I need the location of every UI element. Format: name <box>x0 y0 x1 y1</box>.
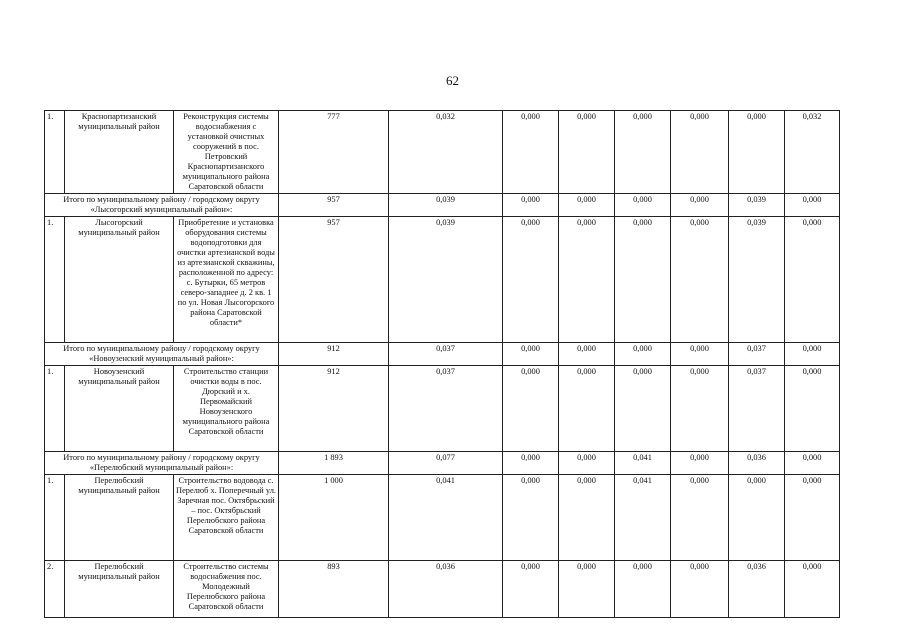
value-cell: 0,036 <box>729 561 785 618</box>
page-number: 62 <box>446 73 459 88</box>
value-cell: 0,000 <box>559 111 615 194</box>
value-cell: 0,041 <box>389 475 503 561</box>
value-cell: 0,000 <box>503 194 559 217</box>
value-cell: 0,000 <box>615 366 671 452</box>
value-cell: 0,000 <box>785 343 840 366</box>
value-cell: 0,000 <box>671 475 729 561</box>
table-row <box>45 561 840 618</box>
value-cell: 0,032 <box>785 111 840 194</box>
funding-table <box>44 110 840 618</box>
value-cell: 0,000 <box>671 452 729 475</box>
value-cell: 0,041 <box>615 452 671 475</box>
total-row <box>45 194 840 217</box>
value-cell: 0,041 <box>615 475 671 561</box>
value-cell: 0,000 <box>615 194 671 217</box>
row-number: 1. <box>45 366 65 452</box>
value-cell: 0,039 <box>729 194 785 217</box>
district-name: Перелюбский муниципальный район <box>65 561 174 618</box>
value-cell: 0,000 <box>503 475 559 561</box>
value-cell: 0,000 <box>785 475 840 561</box>
total-label: Итого по муниципальному району / городскому округу «Новоузенский муниципальный район»: <box>45 343 279 366</box>
value-cell: 0,032 <box>389 111 503 194</box>
value-cell: 0,039 <box>389 194 503 217</box>
value-cell: 957 <box>279 194 389 217</box>
value-cell: 0,000 <box>785 217 840 343</box>
value-cell: 0,000 <box>729 475 785 561</box>
value-cell: 912 <box>279 366 389 452</box>
value-cell: 0,000 <box>615 111 671 194</box>
value-cell: 0,000 <box>559 475 615 561</box>
value-cell: 0,000 <box>671 217 729 343</box>
value-cell: 0,000 <box>559 561 615 618</box>
total-label: Итого по муниципальному району / городскому округу «Лысогорский муниципальный район»: <box>45 194 279 217</box>
value-cell: 0,000 <box>671 561 729 618</box>
value-cell: 0,000 <box>559 452 615 475</box>
table-row <box>45 366 840 452</box>
value-cell: 0,000 <box>615 217 671 343</box>
value-cell: 0,000 <box>503 452 559 475</box>
value-cell: 893 <box>279 561 389 618</box>
value-cell: 0,000 <box>503 343 559 366</box>
table-row <box>45 217 840 343</box>
value-cell: 0,039 <box>389 217 503 343</box>
value-cell: 0,037 <box>729 366 785 452</box>
table-row <box>45 111 840 194</box>
district-name: Новоузенский муниципальный район <box>65 366 174 452</box>
value-cell: 912 <box>279 343 389 366</box>
total-row <box>45 452 840 475</box>
value-cell: 0,000 <box>615 561 671 618</box>
value-cell: 777 <box>279 111 389 194</box>
district-name: Лысогорский муниципальный район <box>65 217 174 343</box>
row-number: 1. <box>45 217 65 343</box>
value-cell: 0,000 <box>559 343 615 366</box>
object-description: Реконструкция системы водоснабжения с установкой очистных сооружений в пос. Петровский Краснопартизанского муниципального района Саратовской области <box>174 111 279 194</box>
value-cell: 0,000 <box>785 452 840 475</box>
object-description: Строительство водовода с. Перелюб х. Поперечный ул. Заречная пос. Октябрьский – пос. Октябрьский Перелюбского района Саратовской области <box>174 475 279 561</box>
value-cell: 0,037 <box>389 366 503 452</box>
value-cell: 0,000 <box>729 111 785 194</box>
row-number: 1. <box>45 475 65 561</box>
object-description: Строительство станции очистки воды в пос. Дюрский и х. Первомайский Новоузенского муниципального района Саратовской области <box>174 366 279 452</box>
district-name: Перелюбский муниципальный район <box>65 475 174 561</box>
table-row <box>45 475 840 561</box>
value-cell: 0,000 <box>503 111 559 194</box>
value-cell: 0,000 <box>785 561 840 618</box>
value-cell: 0,036 <box>729 452 785 475</box>
value-cell: 0,000 <box>559 366 615 452</box>
value-cell: 1 000 <box>279 475 389 561</box>
value-cell: 0,000 <box>559 217 615 343</box>
value-cell: 1 893 <box>279 452 389 475</box>
value-cell: 957 <box>279 217 389 343</box>
value-cell: 0,000 <box>559 194 615 217</box>
row-number: 2. <box>45 561 65 618</box>
value-cell: 0,000 <box>671 366 729 452</box>
value-cell: 0,000 <box>671 194 729 217</box>
value-cell: 0,036 <box>389 561 503 618</box>
object-description: Приобретение и установка оборудования системы водоподготовки для очистки артезианской воды из артезианской скважины, расположенной по адресу: с. Бутырки, 65 метров северо-западнее д. 2 кв. 1 по ул. Новая Лысогорского района Саратовской области* <box>174 217 279 343</box>
total-row <box>45 343 840 366</box>
value-cell: 0,037 <box>389 343 503 366</box>
value-cell: 0,000 <box>785 366 840 452</box>
value-cell: 0,077 <box>389 452 503 475</box>
value-cell: 0,000 <box>785 194 840 217</box>
value-cell: 0,037 <box>729 343 785 366</box>
district-name: Краснопартизанский муниципальный район <box>65 111 174 194</box>
value-cell: 0,000 <box>671 111 729 194</box>
value-cell: 0,000 <box>671 343 729 366</box>
value-cell: 0,000 <box>503 366 559 452</box>
row-number: 1. <box>45 111 65 194</box>
value-cell: 0,039 <box>729 217 785 343</box>
value-cell: 0,000 <box>503 561 559 618</box>
value-cell: 0,000 <box>503 217 559 343</box>
object-description: Строительство системы водоснабжения пос. Молодежный Перелюбского района Саратовской области <box>174 561 279 618</box>
total-label: Итого по муниципальному району / городскому округу «Перелюбский муниципальный район»: <box>45 452 279 475</box>
value-cell: 0,000 <box>615 343 671 366</box>
